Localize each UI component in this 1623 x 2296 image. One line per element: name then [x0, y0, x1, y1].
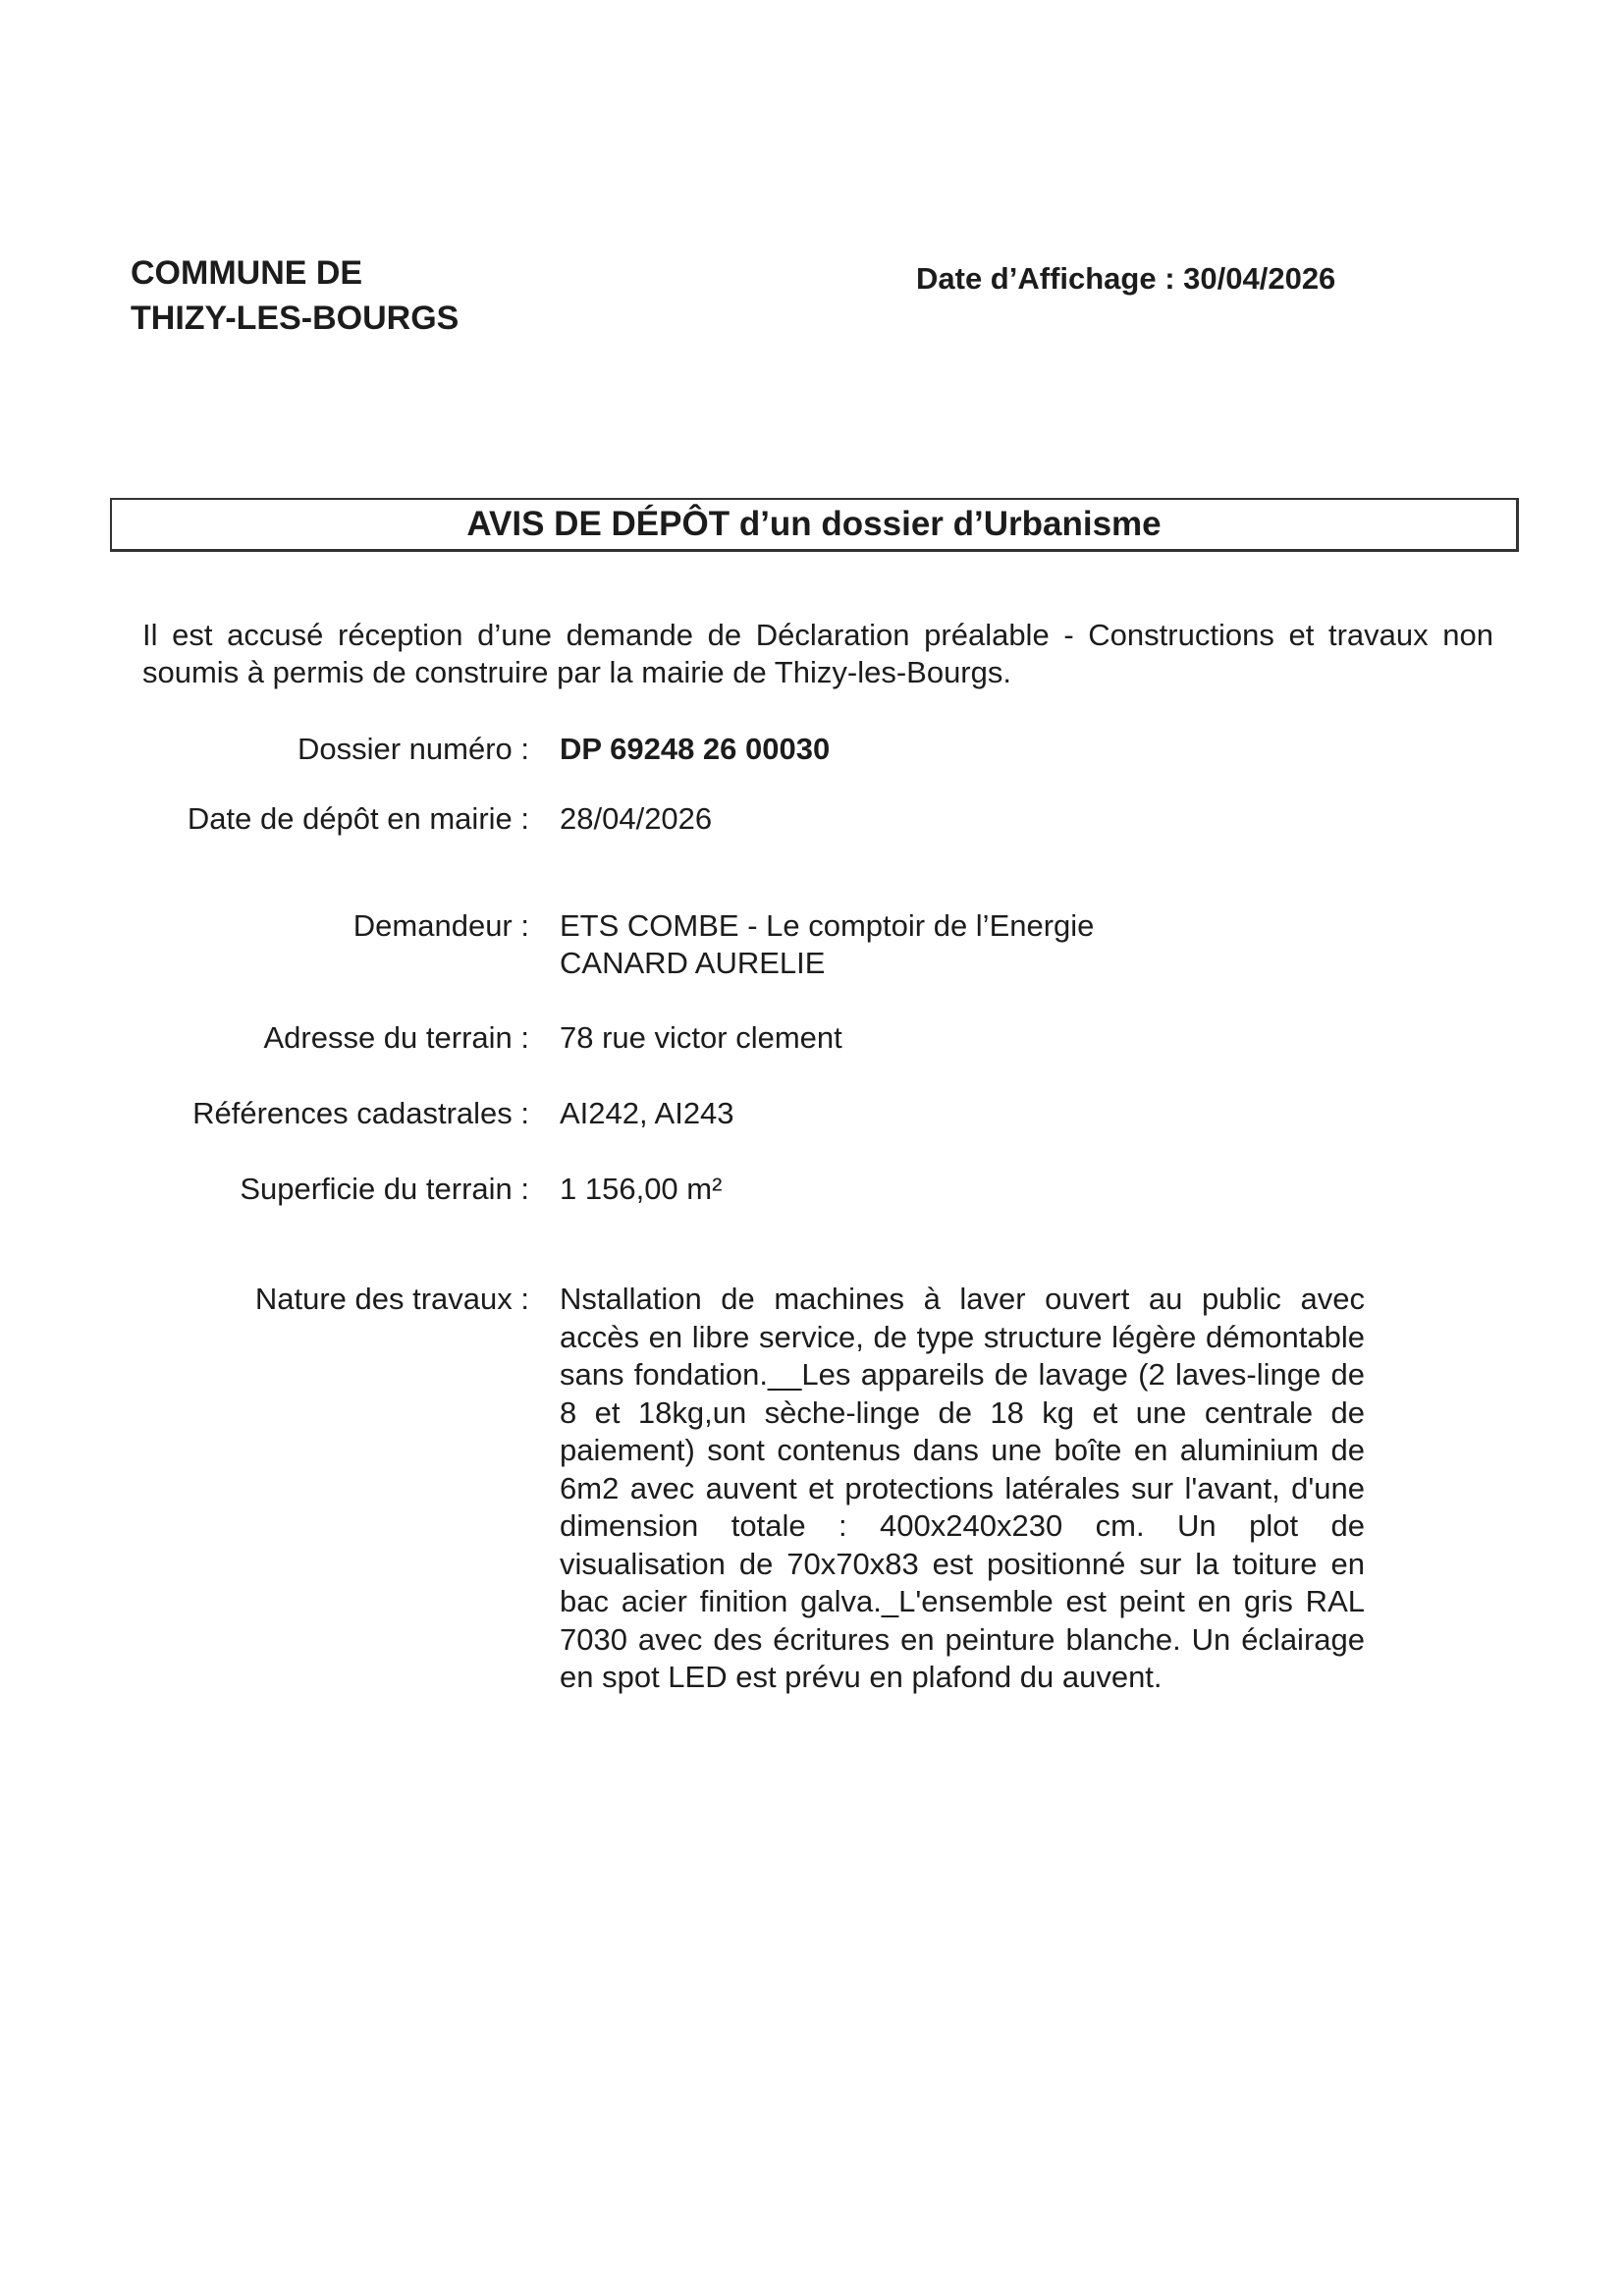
- nature-label: Nature des travaux :: [254, 1282, 529, 1316]
- adresse-value: 78 rue victor clement: [560, 1020, 842, 1055]
- demandeur-label: Demandeur :: [352, 908, 529, 943]
- commune-name: [131, 250, 459, 341]
- dossier-label: Dossier numéro :: [297, 732, 529, 766]
- demandeur-line-1: ETS COMBE - Le comptoir de l’Energie: [560, 908, 1095, 943]
- intro-paragraph: Il est accusé réception d’une demande de Déclaration préalable - Constructions et travaux non soumis à permis de construire par la mairie de Thizy-les-Bourgs.: [142, 618, 1493, 689]
- nature-value: Nstallation de machines à laver ouvert au public avec accès en libre service, de type structure légère démontable sans fondation.__Les appareils de lavage (2 laves-linge de 8 et 18kg,un sèche-linge de 18 kg et une centrale de paiement) sont contenus dans une boîte en aluminium de 6m2 avec auvent et protections latérales sur l'avant, d'une dimension totale : 400x240x230 cm. Un plot de visualisation de 70x70x83 est positionné sur la toiture en bac acier finition galva._L'ensemble est peint en gris RAL 7030 avec des écritures en peinture blanche. Un éclairage en spot LED est prévu en plafond du auvent.: [560, 1282, 1365, 1694]
- commune-line-1: COMMUNE DE: [131, 254, 363, 292]
- superficie-label: Superficie du terrain :: [240, 1172, 529, 1206]
- title-box: [110, 498, 1519, 552]
- demandeur-line-2: CANARD AURELIE: [560, 946, 826, 980]
- superficie-value: 1 156,00 m²: [560, 1172, 723, 1206]
- dossier-value: DP 69248 26 00030: [560, 732, 831, 766]
- commune-line-2: THIZY-LES-BOURGS: [131, 300, 460, 337]
- depot-value: 28/04/2026: [560, 801, 713, 836]
- date-affichage: Date d’Affichage : 30/04/2026: [916, 261, 1336, 296]
- cadastre-label: Références cadastrales :: [192, 1096, 529, 1130]
- adresse-label: Adresse du terrain :: [263, 1020, 529, 1055]
- page-title: AVIS DE DÉPÔT d’un dossier d’Urbanisme: [466, 505, 1162, 543]
- depot-label: Date de dépôt en mairie :: [187, 801, 529, 836]
- cadastre-value: AI242, AI243: [560, 1096, 734, 1130]
